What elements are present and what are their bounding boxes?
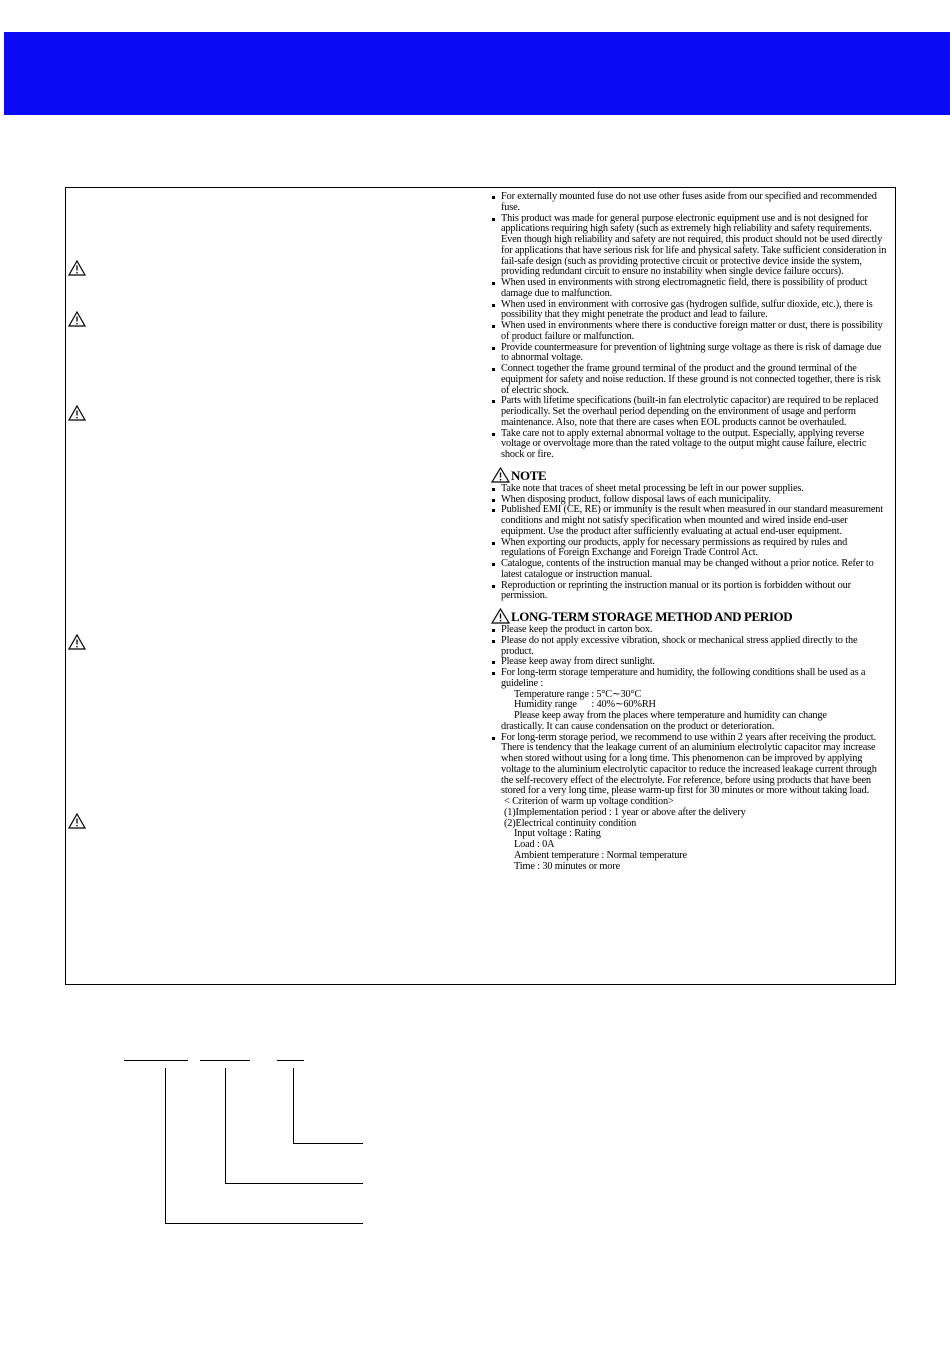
list-item: Published EMI (CE, RE) or immunity is the result when measured in our standard measurement conditions and might not satisfy specification when mounted and wired inside end-user equipment. Use the product after sufficiently evaluating at actual end-user equipment. [491,505,888,537]
list-item: When used in environments with strong electromagnetic field, there is possibility of product damage due to malfunction. [491,278,888,300]
list-item: Parts with lifetime specifications (built-in fan electrolytic capacitor) are required to be replaced periodically. Set the overhaul period depending on the environment of usage and perform maintenance. Also, note that there are cases when EOL products cannot be overhauled. [491,396,888,428]
list-item: Please keep away from direct sunlight. [491,657,888,668]
list-item: This product was made for general purpose electronic equipment use and is not designed for applications requiring high safety (such as extremely high reliability and safety requirements. Even though high reliability and safety are not required, this product should not be used directly for applications that have serious risk for life and physical safety. Take sufficient consideration in fail-safe design (such as providing protective circuit or protective device inside the system, providing redundant circuit to ensure no instability when single device failure occurs). [491,214,888,279]
storage-heading [491,608,888,624]
list-item: When used in environments where there is conductive foreign matter or dust, there is possibility of product failure or malfunction. [491,321,888,343]
list-item: Provide countermeasure for prevention of lightning surge voltage as there is risk of damage due to abnormal voltage. [491,343,888,365]
note-heading [491,467,888,483]
list-item: When disposing product, follow disposal laws of each municipality. [491,495,888,506]
leader-line-horizontal-2 [225,1183,363,1184]
warning-triangle-icon [68,813,86,829]
load: Load : 0A [514,839,555,850]
list-item: Catalogue, contents of the instruction manual may be changed without a prior notice. Refer to latest catalogue or instruction manual. [491,559,888,581]
warning-triangle-icon [68,311,86,327]
caution-text-column [491,192,888,872]
criterion-label: < Criterion of warm up voltage condition> [504,796,674,807]
list-item: Please keep the product in carton box. [491,625,888,636]
note-list [491,484,888,602]
warning-triangle-icon [68,260,86,276]
model-code-underline-1 [124,1060,188,1061]
storage-list [491,625,888,690]
list-item: When used in environment with corrosive gas (hydrogen sulfide, sulfur dioxide, etc.), there is possibility that they might penetrate the product and lead to failure. [491,300,888,322]
list-item: Take note that traces of sheet metal processing be left in our power supplies. [491,484,888,495]
caution-list [491,192,888,461]
list-item: Please do not apply excessive vibration, shock or mechanical stress applied directly to the product. [491,636,888,658]
note-heading-label: NOTE [511,467,547,483]
model-code-underline-2 [200,1060,250,1061]
leader-line-vertical-1 [165,1068,166,1224]
leader-line-vertical-3 [293,1068,294,1144]
condition-1: (1)Implementation period : 1 year or above after the delivery [504,806,746,818]
list-item: For long-term storage temperature and humidity, the following conditions shall be used as a guideline : [491,668,888,690]
warning-triangle-icon [491,467,510,483]
humidity-range: Humidity range : 40%∼60%RH [514,699,656,711]
model-code-underline-3 [277,1060,304,1061]
leader-line-vertical-2 [225,1068,226,1184]
warning-triangle-icon [491,608,510,624]
keep-away-note: Please keep away from the places where temperature and humidity can change [514,710,827,721]
list-item: When exporting our products, apply for necessary permissions as required by rules and regulations of Foreign Exchange and Foreign Trade Control Act. [491,538,888,560]
list-item: For externally mounted fuse do not use other fuses aside from our specified and recommended fuse. [491,192,888,214]
warm-up-time: Time : 30 minutes or more [514,860,620,872]
list-item: For long-term storage period, we recommend to use within 2 years after receiving the product. There is tendency that the leakage current of an aluminium electrolytic capacitor may increase when stored without using for a long time. This phenomenon can be improved by applying voltage to the aluminium electrolytic capacitor to reduce the increased leakage current through the self-recovery effect of the electrolyte. For reference, before using products that have been stored for a very long time, please warm-up first for 30 minutes or more without taking load. [491,733,888,798]
warning-triangle-icon [68,634,86,650]
ambient-temperature: Ambient temperature : Normal temperature [514,849,687,861]
list-item: Connect together the frame ground terminal of the product and the ground terminal of the equipment for safety and noise reduction. If these ground is not connected together, there is risk of electric shock. [491,364,888,396]
keep-away-note-cont: drastically. It can cause condensation on the product or deterioration. [501,720,775,732]
list-item: Reproduction or reprinting the instruction manual or its portion is forbidden without our permission. [491,581,888,603]
storage-heading-label: LONG-TERM STORAGE METHOD AND PERIOD [511,609,793,624]
temperature-range: Temperature range : 5°C∼30°C [514,688,642,700]
leader-line-horizontal-1 [165,1223,363,1224]
leader-line-horizontal-3 [293,1143,363,1144]
input-voltage: Input voltage : Rating [514,828,601,840]
condition-2: (2)Electrical continuity condition [504,817,637,829]
list-item: Take care not to apply external abnormal voltage to the output. Especially, applying reverse voltage or overvoltage more than the rated voltage to the output might cause failure, electric shock or fire. [491,429,888,461]
header-banner [4,32,950,115]
storage-period-list [491,733,888,798]
warning-triangle-icon [68,405,86,421]
